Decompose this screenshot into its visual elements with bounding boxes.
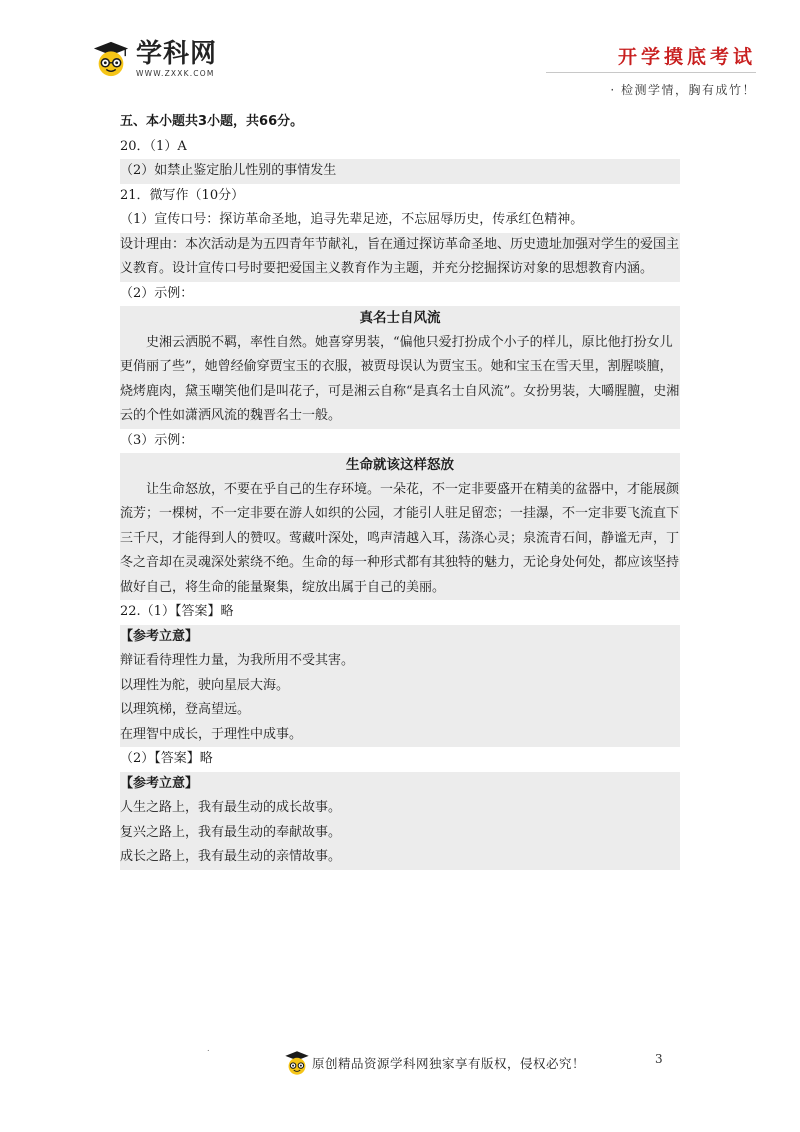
q21-example-2-label: （2）示例： [120, 285, 194, 301]
essay-3-body: 让生命怒放，不要在乎自己的生存环境。一朵花，不一定非要盛开在精美的盆器中，才能展颜流芳；一棵树，不一定非要在游人如织的公园，才能引人驻足留恋；一挂瀑，不一定非要飞流直下三千尺，才能得到人的赞叹。莺藏叶深处，鸣声清越入耳，荡涤心灵；泉流青石间，静谧无声，丁冬之音却在灵魂深处萦绕不绝。生命的每一种形式都有其独特的魅力，无论身处何处，都应该坚持做好自己，将生命的能量聚集，绽放出属于自己的美丽。 [120, 481, 680, 595]
page-number: 3 [655, 1052, 663, 1066]
ref-item: 辩证看待理性力量，为我所用不受其害。 [120, 653, 355, 668]
ref-item: 以理筑梯，登高望远。 [120, 702, 251, 717]
essay-2-body: 史湘云洒脱不羁，率性自然。她喜穿男装，“偏他只爱打扮成个小子的样儿，原比他打扮女儿更俏丽了些”，她曾经偷穿贾宝玉的衣服，被贾母误认为贾宝玉。她和宝玉在雪天里，割腥啖膻，烧烤鹿肉，黛玉嘲笑他们是叫花子，可是湘云自称“是真名士自风流”。女扮男装，大嚼腥膻，史湘云的个性如潇洒风流的魏晋名士一般。 [120, 334, 680, 423]
logo-title: 学科网 [136, 39, 218, 69]
slogan-divider [546, 72, 756, 73]
logo [92, 40, 217, 78]
slogan [610, 42, 756, 98]
q20-answer-1: 20．（1）A [120, 138, 187, 154]
ref-item: 复兴之路上，我有最生动的奉献故事。 [120, 824, 342, 840]
q21-slogan: （1）宣传口号：探访革命圣地，追寻先辈足迹，不忘屈辱历史，传承红色精神。 [120, 212, 584, 227]
q22-answer-2: （2）【答案】略 [120, 751, 213, 766]
q20-answer-2: （2）如禁止鉴定胎儿性别的事情发生 [120, 159, 680, 184]
logo-url: WWW.ZXXK.COM [136, 69, 215, 78]
ref-label-1: 【参考立意】 [120, 628, 199, 644]
q21-title: 21．微写作（10分） [120, 187, 245, 203]
section-title: 五、本小题共3小题，共66分。 [120, 114, 304, 129]
page-footer [284, 1050, 585, 1076]
ref-item: 在理智中成长，于理性中成事。 [120, 726, 303, 742]
slogan-subtitle: · 检测学情，胸有成竹！ [610, 83, 756, 97]
ref-block-1 [120, 625, 680, 748]
q22-answer-1: 22.（1）【答案】略 [120, 604, 234, 619]
graduate-face-icon [284, 1050, 310, 1076]
graduate-face-icon [92, 40, 130, 78]
essay-2-block [120, 306, 680, 429]
ref-item: 人生之路上，我有最生动的成长故事。 [120, 800, 342, 815]
footer-dot: . [207, 1044, 210, 1053]
answer-content [120, 110, 680, 870]
ref-label-2: 【参考立意】 [120, 775, 199, 791]
q21-design-reason: 设计理由：本次活动是为五四青年节献礼，旨在通过探访革命圣地、历史遗址加强对学生的爱国主义教育。设计宣传口号时要把爱国主义教育作为主题，并充分挖掘探访对象的思想教育内涵。 [120, 233, 680, 282]
slogan-title: 开学摸底考试 [617, 46, 756, 68]
essay-3-title: 生命就该这样怒放 [346, 457, 454, 473]
copyright-notice: 原创精品资源学科网独家享有版权，侵权必究！ [312, 1056, 586, 1071]
essay-3-block [120, 453, 680, 600]
q21-example-3-label: （3）示例： [120, 432, 194, 448]
ref-item: 以理性为舵，驶向星辰大海。 [120, 677, 290, 693]
ref-item: 成长之路上，我有最生动的亲情故事。 [120, 849, 342, 864]
page-header [0, 0, 800, 100]
essay-2-title: 真名士自风流 [359, 310, 441, 326]
ref-block-2 [120, 772, 680, 870]
